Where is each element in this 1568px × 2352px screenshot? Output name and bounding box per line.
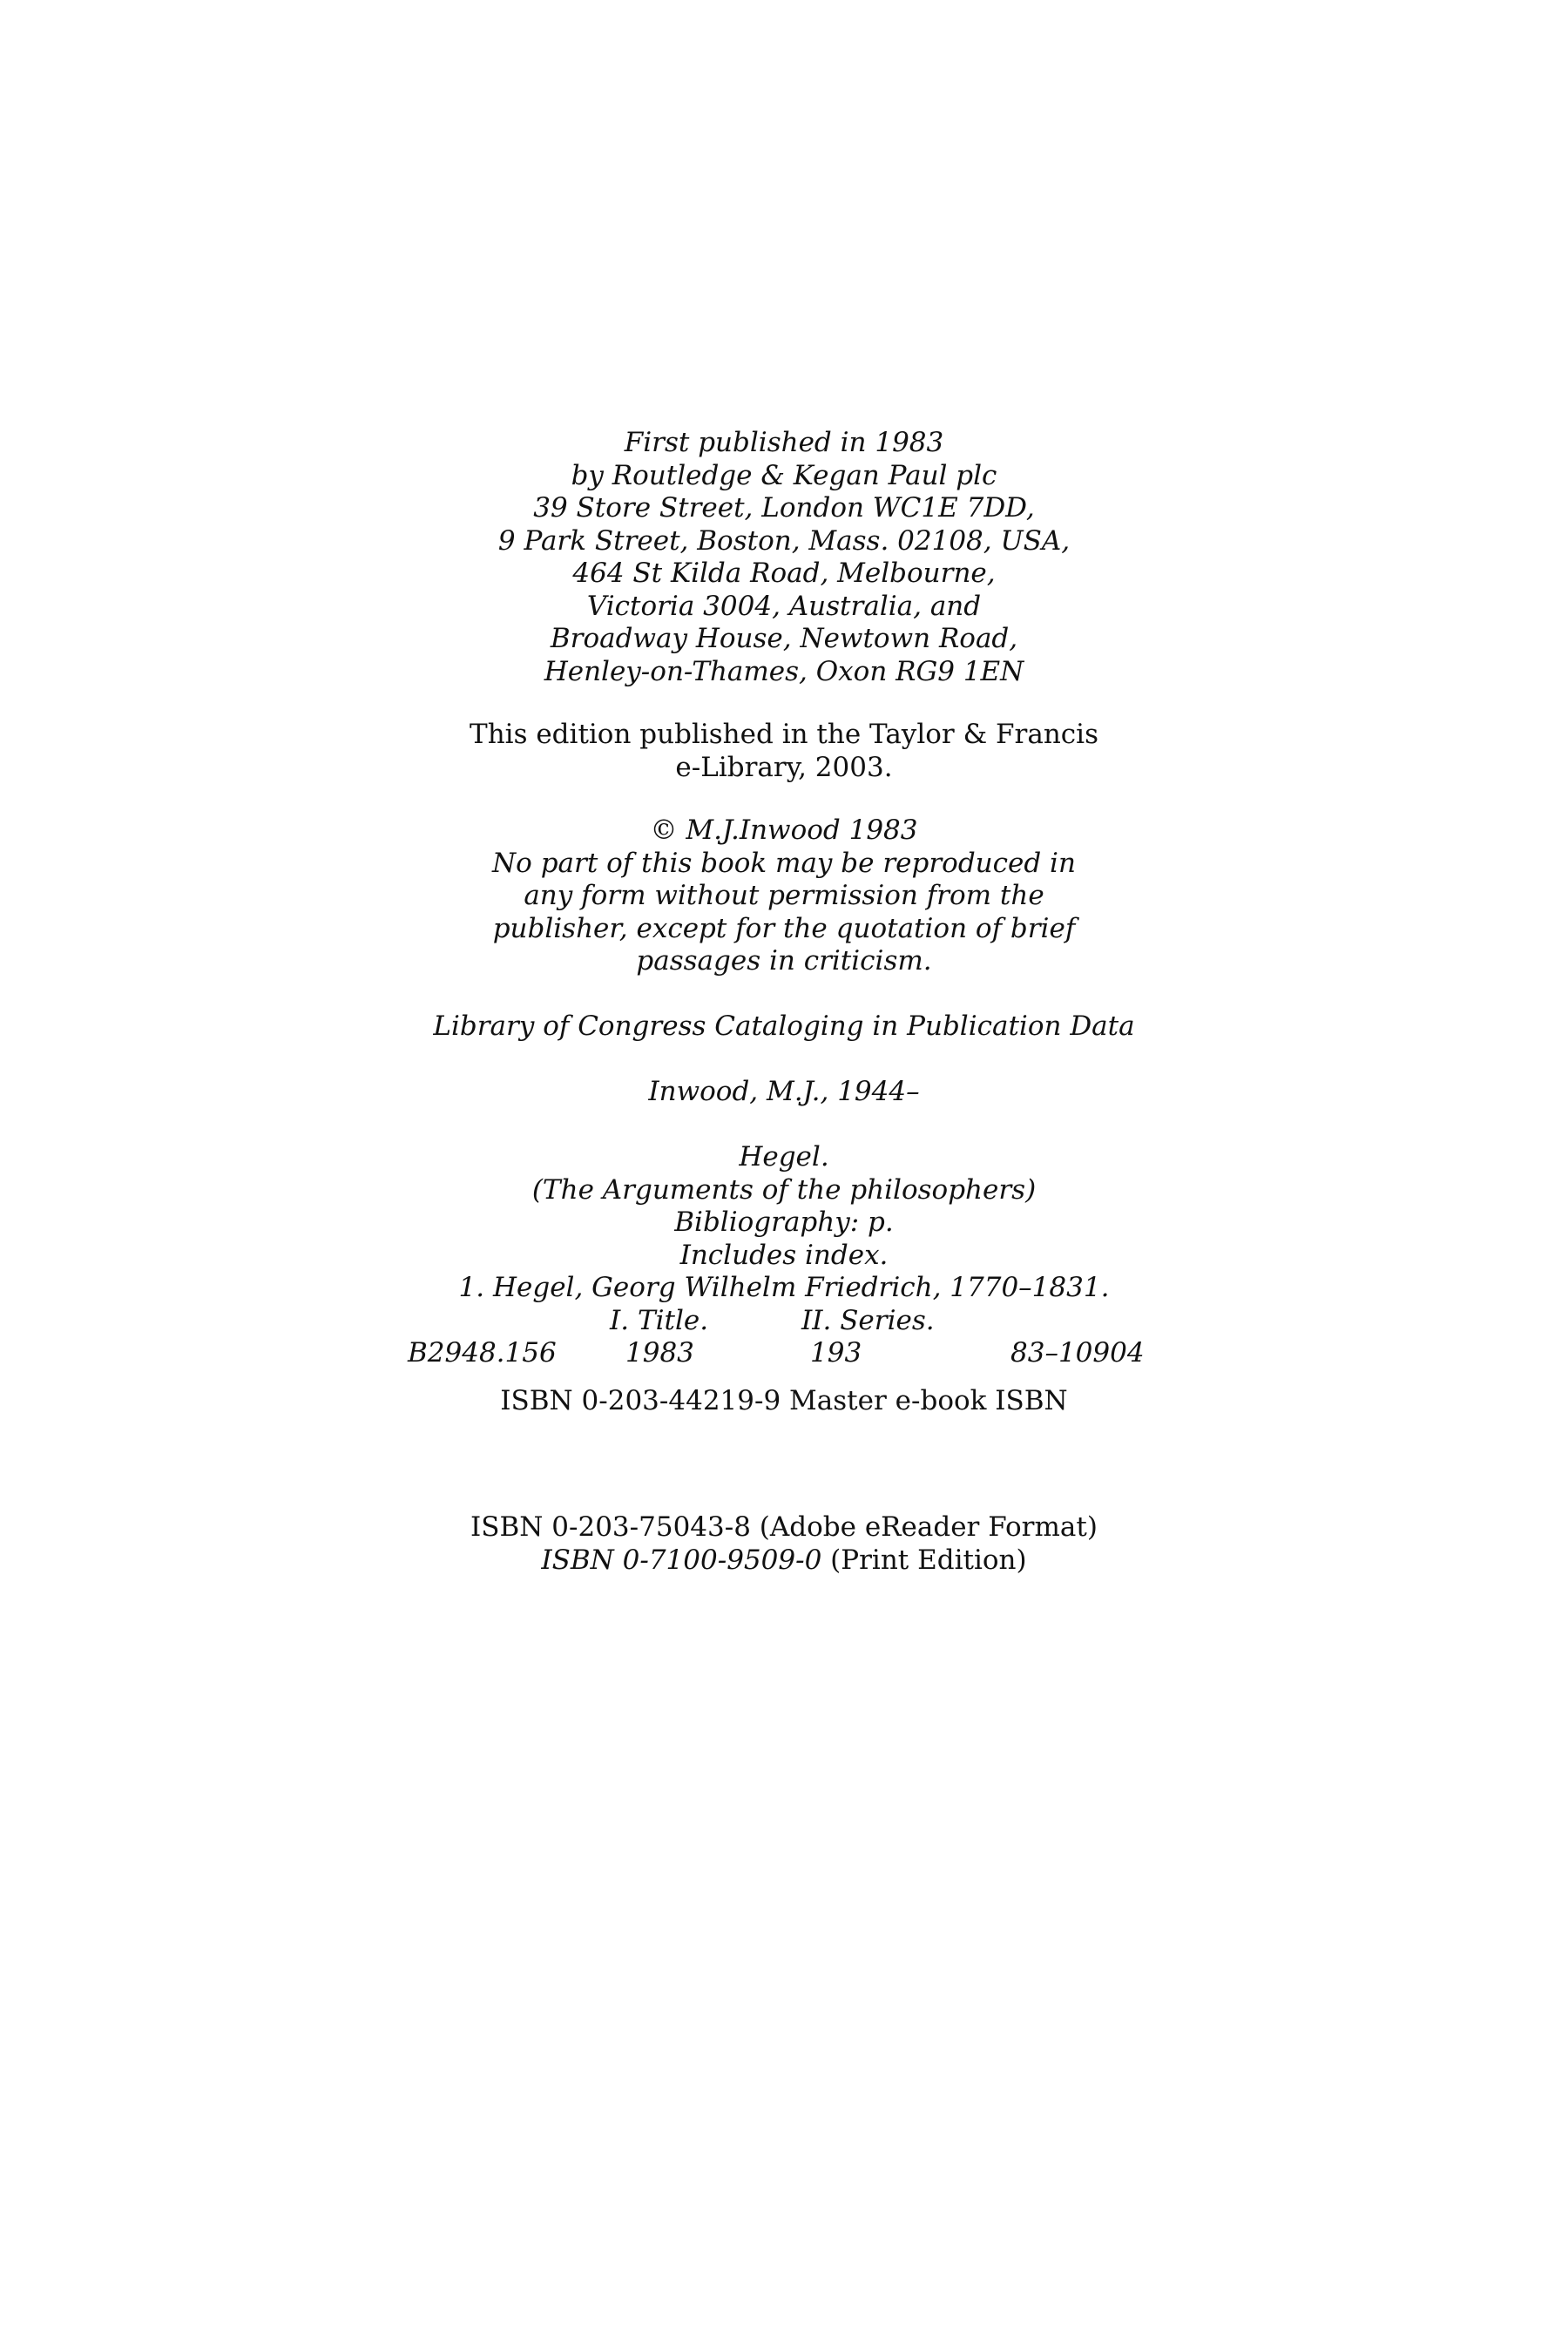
cip-year: 1983: [625, 1337, 694, 1369]
edition-line: e-Library, 2003.: [675, 751, 893, 783]
isbn-master-block: [348, 1385, 1220, 1418]
publisher-line: Henley-on-Thames, Oxon RG9 1EN: [544, 655, 1024, 687]
cip-line: (The Arguments of the philosophers): [531, 1173, 1037, 1206]
cip-record: [348, 1141, 1220, 1370]
publisher-line: 9 Park Street, Boston, Mass. 02108, USA,: [497, 524, 1071, 557]
isbn-other-block: [348, 1511, 1220, 1577]
cip-numbers-row: [348, 1337, 1220, 1370]
cip-lccn: 83–10904: [1010, 1337, 1145, 1369]
copyright-block: [348, 814, 1220, 978]
cip-line: Includes index.: [679, 1239, 889, 1271]
publisher-line: Victoria 3004, Australia, and: [586, 590, 982, 622]
publisher-block: [348, 427, 1220, 688]
cip-call-number: B2948.156: [408, 1337, 557, 1369]
isbn-print-line: [348, 1544, 1220, 1578]
rights-line: passages in criticism.: [636, 945, 932, 977]
edition-line: This edition published in the Taylor & Francis: [470, 719, 1098, 750]
publisher-line: Broadway House, Newtown Road,: [550, 623, 1018, 654]
publisher-line: 39 Store Street, London WC1E 7DD,: [533, 492, 1035, 524]
cip-dewey-number: 193: [810, 1337, 862, 1369]
rights-line: No part of this book may be reproduced in: [492, 847, 1076, 879]
publisher-line: by Routledge & Kegan Paul plc: [571, 459, 997, 491]
cip-author: Inwood, M.J., 1944–: [648, 1076, 920, 1107]
cip-author-block: [348, 1076, 1220, 1109]
isbn-print-number: ISBN 0-7100-9509-0: [541, 1544, 822, 1576]
publisher-line: First published in 1983: [624, 427, 944, 458]
publisher-line: 464 St Kilda Road, Melbourne,: [572, 558, 996, 589]
cip-heading: Library of Congress Cataloging in Publication Data: [433, 1010, 1135, 1042]
cip-heading-block: [348, 1010, 1220, 1044]
cip-line: 1. Hegel, Georg Wilhelm Friedrich, 1770–1831.: [458, 1272, 1110, 1303]
edition-block: [348, 719, 1220, 784]
cip-line: Bibliography: p.: [674, 1206, 894, 1238]
isbn-adobe: ISBN 0-203-75043-8 (Adobe eReader Format): [470, 1511, 1098, 1543]
copyright-notice: © M.J.Inwood 1983: [650, 814, 918, 846]
cip-subjects-row: [348, 1305, 1220, 1338]
isbn-master: ISBN 0-203-44219-9 Master e-book ISBN: [500, 1385, 1068, 1416]
rights-line: any form without permission from the: [524, 880, 1044, 911]
cip-line: Hegel.: [739, 1141, 829, 1173]
cip-subject-series: II. Series.: [801, 1304, 935, 1336]
rights-line: publisher, except for the quotation of brief: [492, 912, 1076, 944]
cip-subject-title: I. Title.: [610, 1304, 709, 1336]
isbn-print-format: (Print Edition): [830, 1544, 1027, 1576]
